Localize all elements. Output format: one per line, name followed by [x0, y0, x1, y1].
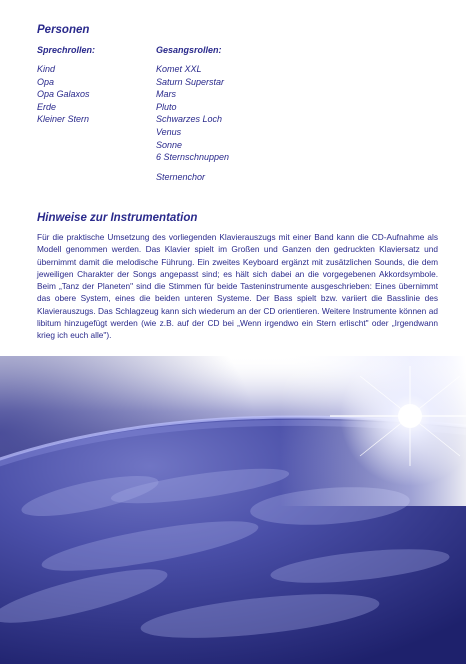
list-item: Kind — [37, 64, 56, 74]
list-item: 6 Sternschnuppen — [156, 152, 230, 163]
instrumentation-paragraph: Für die praktische Umsetzung des vorliegenden Klavierauszugs mit einer Band kann die CD-Aufnahme als Modell genommen werden. Das Klavier spielt im Großen und Ganzen den gedruckten Klaviersatz und übernimmt damit die melodische Führung. Ein zweites Keyboard ergänzt mit zusätzlichen Sounds, die dem jeweiligen Charakter der Songs angepasst sind; es hält sich dabei an die vorgegebenen Akkordsymbole. Beim „Tanz der Planeten" sind die Stimmen für beide Tasteninstrumente ausgeschrieben: Eines übernimmt das obere System, eines die beiden unteren Systeme. Der Bass spielt bzw. variiert die Basslinie des Klavierauszugs. Das Schlagzeug kann sich wiederum an der CD orientieren. Weitere Instrumente können ad libitum hinzugefügt werden (wie z.B. auf der CD bei „Wenn irgendwo ein Stern erlischt" oder „Irgendwann krieg ich euch alle"). — [37, 232, 438, 341]
list-item: Venus — [156, 126, 182, 137]
list-item: Schwarzes Loch — [156, 114, 223, 125]
list-item: Opa — [37, 76, 55, 87]
sprechrollen-column — [37, 45, 147, 126]
list-item: Sonne — [156, 139, 183, 150]
list-item: Opa Galaxos — [37, 89, 90, 100]
list-item: Komet XXL — [156, 64, 202, 74]
earth-space-image — [0, 356, 466, 664]
list-item: Kleiner Stern — [37, 114, 90, 125]
sprechrollen-list — [37, 63, 147, 126]
gesangsrollen-heading: Gesangsrollen: — [156, 45, 222, 55]
list-item: Mars — [156, 89, 176, 100]
sprechrollen-heading: Sprechrollen: — [37, 45, 96, 55]
gesangsrollen-column — [156, 45, 356, 182]
instrumentation-heading: Hinweise zur Instrumentation — [37, 212, 198, 224]
list-item: Pluto — [156, 101, 177, 112]
gesangsrollen-list — [156, 63, 356, 164]
sternenchor-label: Sternenchor — [156, 171, 206, 182]
personen-heading: Personen — [37, 24, 90, 36]
list-item: Saturn Superstar — [156, 76, 225, 87]
list-item: Erde — [37, 101, 57, 112]
